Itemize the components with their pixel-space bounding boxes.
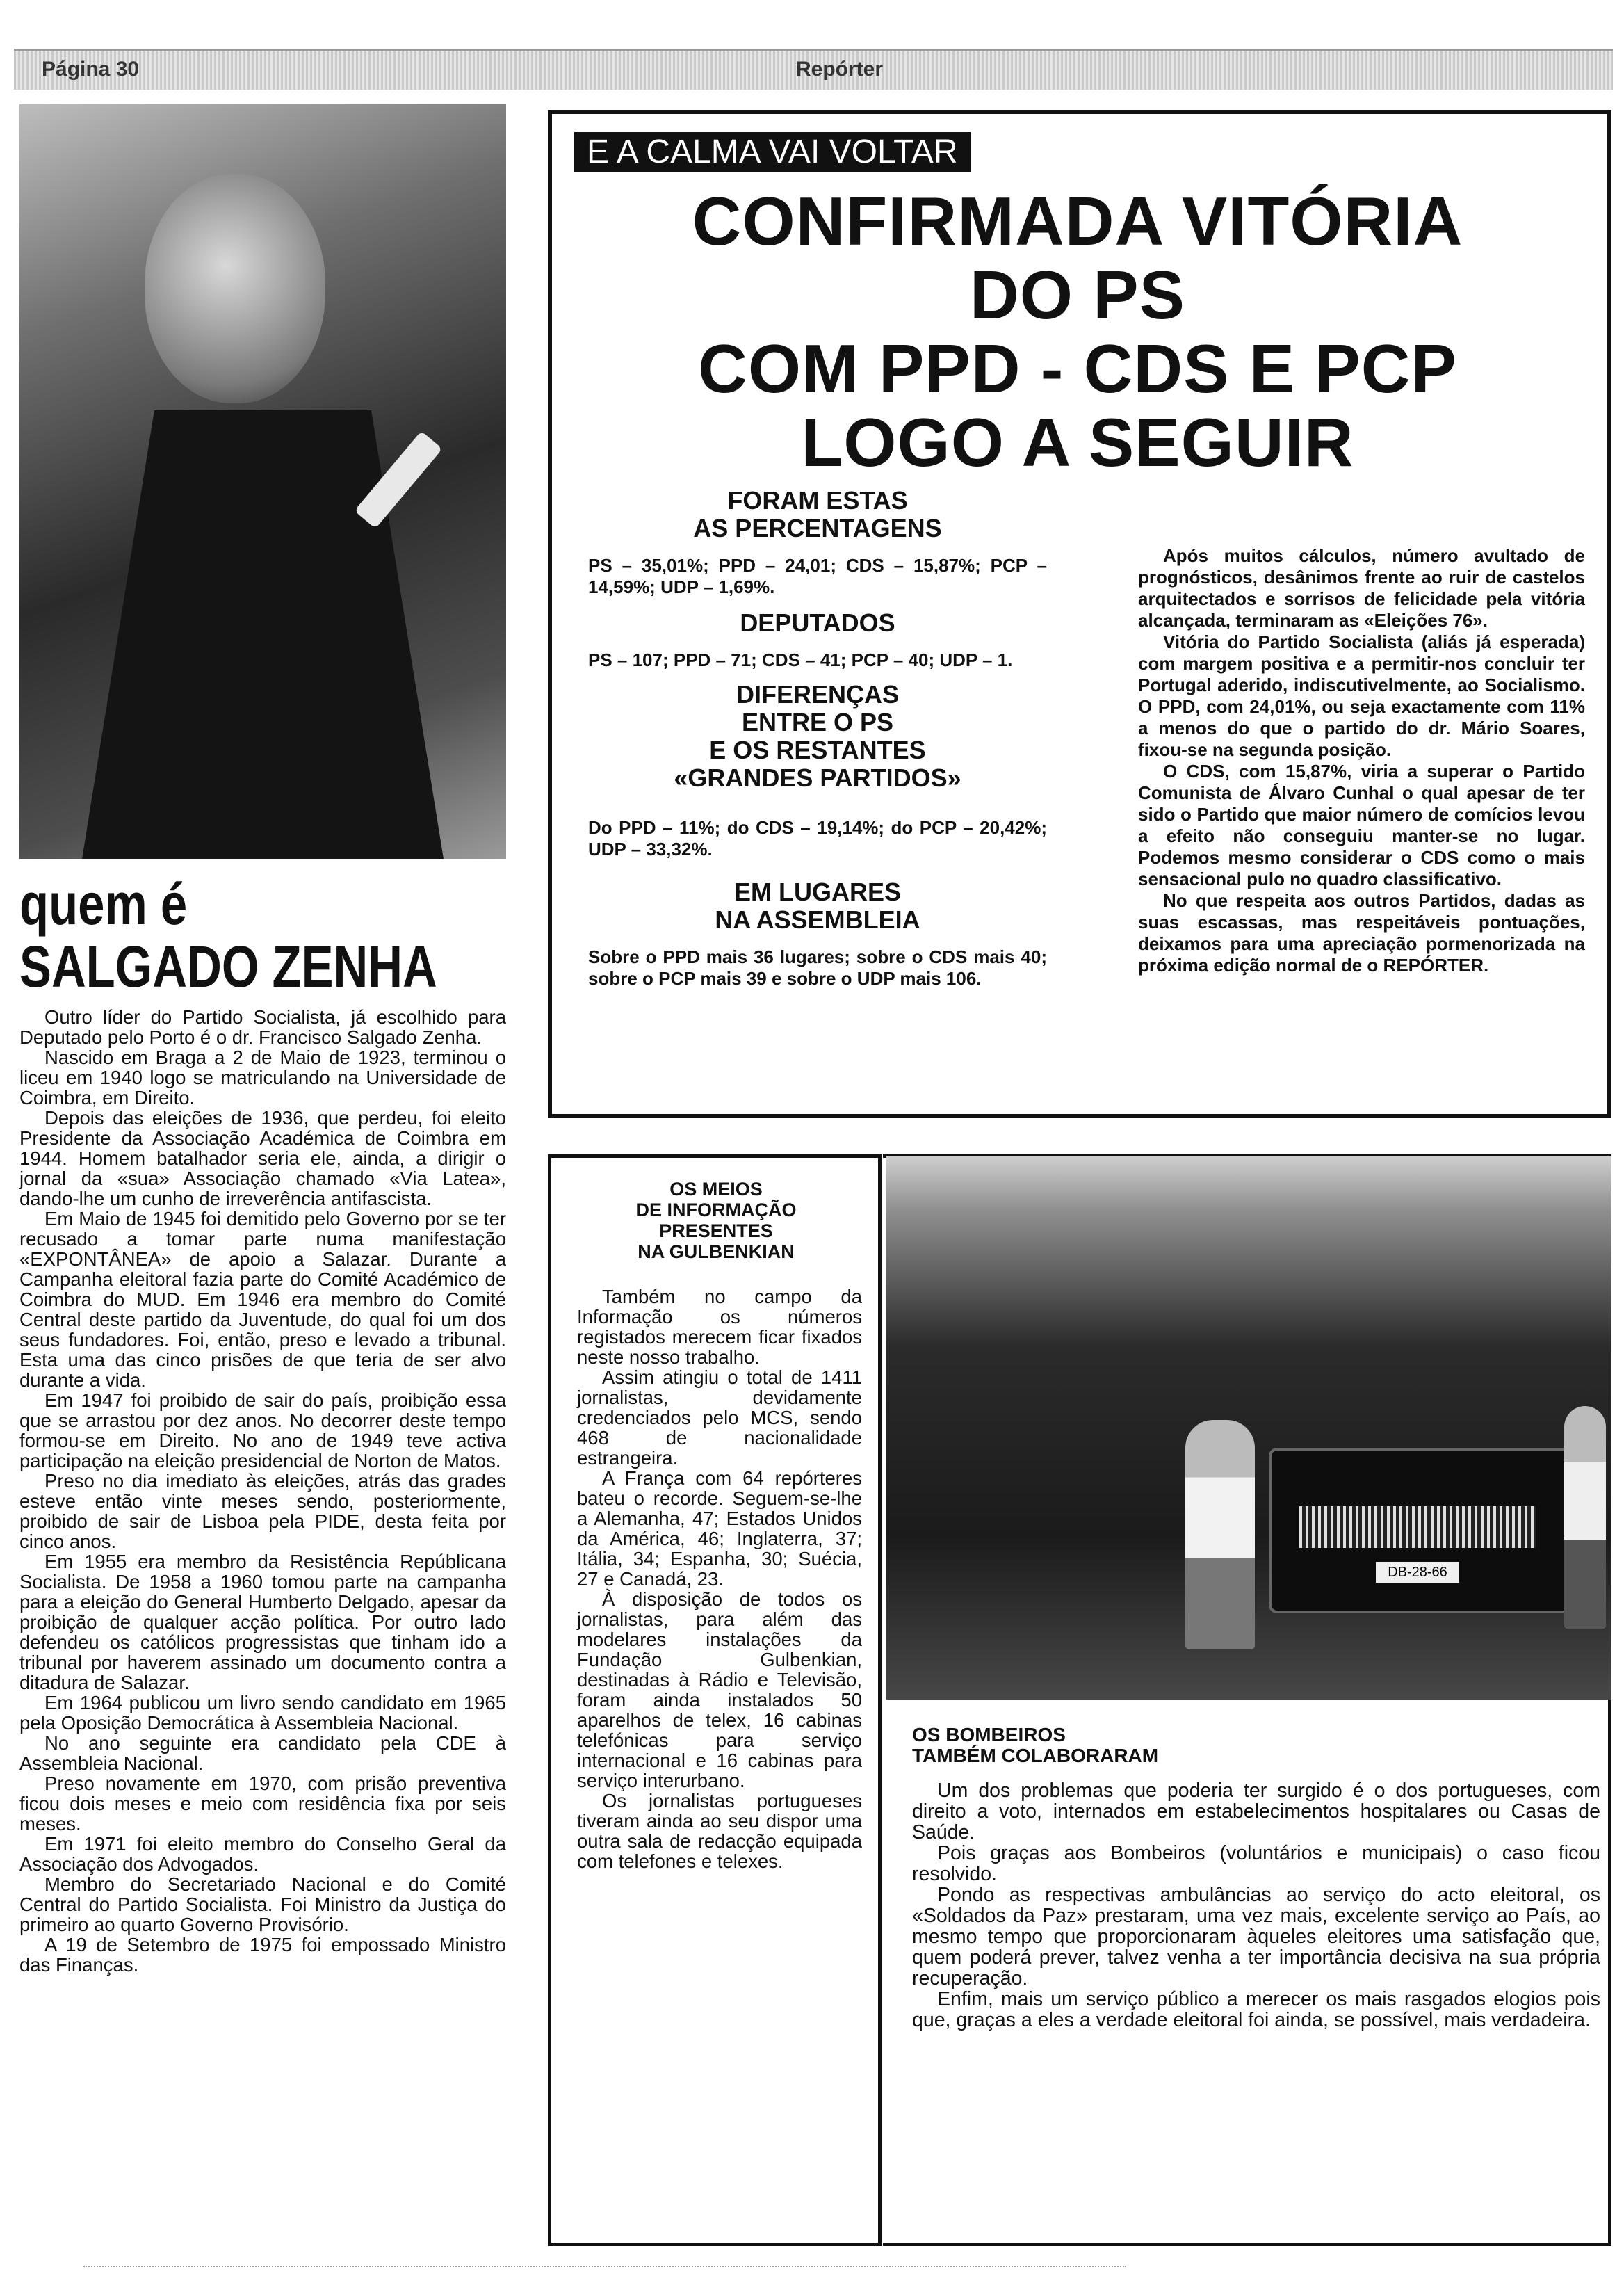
firefighters-paragraph: Pondo as respectivas ambulâncias ao serviço do acto eleitoral, os «Soldados da Paz» prestaram, uma vez mais, excelente serviço ao País, ao mesmo tempo que proporcionaram àqueles eleitores uma satisfação que, quem poderá prever, talvez venha a ter importância decisiva na sua própria recuperação. (912, 1884, 1600, 1990)
heading-line: FORAM ESTAS (727, 486, 908, 515)
kicker-banner: E A CALMA VAI VOLTAR (574, 132, 971, 172)
title-line: TAMBÉM COLABORARAM (912, 1745, 1159, 1766)
section-heading (588, 487, 1047, 542)
truck-grille (1299, 1506, 1536, 1548)
section-heading (588, 681, 1047, 792)
results-commentary (1138, 545, 1585, 976)
media-paragraph: Também no campo da Informação os números registados merecem ficar fixados neste nosso trabalho. (577, 1286, 862, 1368)
section-heading (588, 878, 1047, 934)
media-paragraph: Os jornalistas portugueses tiveram ainda ao seu dispor uma outra sala de redacção equipada com telefones e telexes. (577, 1790, 862, 1872)
media-box-title (570, 1179, 862, 1262)
commentary-paragraph: O CDS, com 15,87%, viria a superar o Partido Comunista de Álvaro Cunhal o qual apesar de ter sido o Partido que maior número de comícios levou a efeito não conseguiu manter-se no lugar. Podemos mesmo considerar o CDS como o mais sensacional pulo no quadro classificativo. (1138, 761, 1585, 889)
profile-paragraph: Preso no dia imediato às eleições, atrás das grades esteve então vinte meses sendo, posteriormente, proibido de sair de Lisboa pela PIDE, desta feita por cinco anos. (19, 1470, 506, 1552)
headline-line: COM PPD - CDS E PCP (698, 330, 1457, 407)
profile-paragraph: Em 1955 era membro da Resistência Repúblicana Socialista. De 1958 a 1960 tomou parte na campanha para a eleição do General Humberto Delgado, apesar da proibição de qualquer acção política. Por outro lado defendeu os católicos progressistas que tinham ido a tribunal por haverem assinado um documento contra a ditadura de Salazar. (19, 1551, 506, 1693)
portrait-face (145, 174, 325, 403)
heading-line: EM LUGARES (733, 878, 901, 906)
profile-paragraph: Membro do Secretariado Nacional e do Comité Central do Partido Socialista. Foi Ministro da Justiça do primeiro ao quarto Governo Provisório. (19, 1873, 506, 1935)
page-number: Página 30 (42, 58, 140, 81)
salgado-zenha-photo (19, 104, 506, 859)
profile-body (19, 1007, 506, 1975)
differences-text: Do PPD – 11%; do CDS – 19,14%; do PCP – 20,42%; UDP – 33,32%. (588, 817, 1047, 860)
headline-line: CONFIRMADA VITÓRIA (692, 183, 1463, 259)
heading-line: ENTRE O PS (741, 708, 894, 736)
main-headline (577, 184, 1578, 479)
profile-title-line-2: SALGADO ZENHA (19, 934, 437, 999)
percentages-text: PS – 35,01%; PPD – 24,01; CDS – 15,87%; PCP – 14,59%; UDP – 1,69%. (588, 555, 1047, 597)
media-paragraph: A França com 64 repórteres bateu o recorde. Seguem-se-lhe a Alemanha, 47; Estados Unidos da América, 46; Inglaterra, 37; Itália, 34; Espanha, 30; Suécia, 27 e Canadá, 23. (577, 1467, 862, 1590)
title-line: NA GULBENKIAN (638, 1241, 795, 1262)
footer-rule (83, 2266, 1126, 2267)
firefighters-body (912, 1780, 1600, 2031)
title-line: DE INFORMAÇÃO (635, 1200, 797, 1220)
fire-truck-photo (886, 1156, 1611, 1700)
title-line: PRESENTES (659, 1220, 773, 1241)
publication-name: Repórter (796, 58, 884, 81)
headline-line: LOGO A SEGUIR (801, 404, 1354, 481)
profile-paragraph: Em 1947 foi proibido de sair do país, proibição essa que se arrastou por dez anos. No decorrer deste tempo formou-se em Direito. No ano de 1949 teve activa participação na eleição presidencial de Norton de Matos. (19, 1389, 506, 1471)
profile-paragraph: Depois das eleições de 1936, que perdeu, foi eleito Presidente da Associação Académica de Coimbra em 1944. Homem batalhador seria ele, ainda, a dirigir o jornal da «sua» Associação chamado «Via Latea», dando-lhe um cunho de irreverência antifascista. (19, 1107, 506, 1209)
title-line: OS BOMBEIROS (912, 1724, 1066, 1745)
media-box-body (577, 1286, 862, 1871)
commentary-paragraph: Após muitos cálculos, número avultado de prognósticos, desânimos frente ao ruir de castelos arquitectados e sorrisos de felicidade pela vitória alcançada, terminaram as «Eleições 76». (1138, 545, 1585, 631)
section-heading (588, 609, 1047, 637)
profile-paragraph: Em Maio de 1945 foi demitido pelo Governo por se ter recusado a tomar parte numa manifestação «EXPONTÂNEA» de apoio a Salazar. Durante a Campanha eleitoral fazia parte do Comité Académico de Coimbra do MUD. Em 1946 era membro do Comité Central deste partido da Juventude, do qual foi um dos seus fundadores. Foi, então, preso e levado a tribunal. Esta uma das cinco prisões de que teria de ser alvo durante a vida. (19, 1208, 506, 1391)
page-header-strip (14, 49, 1613, 90)
profile-title-line-1: quem é (19, 871, 188, 937)
firefighters-paragraph: Pois graças aos Bombeiros (voluntários e municipais) o caso ficou resolvido. (912, 1842, 1600, 1885)
profile-paragraph: Em 1971 foi eleito membro do Conselho Geral da Associação dos Advogados. (19, 1833, 506, 1875)
media-paragraph: Assim atingiu o total de 1411 jornalistas, devidamente credenciados pelo MCS, sendo 468 de nacionalidade estrangeira. (577, 1366, 862, 1469)
firefighter-figure (1564, 1406, 1606, 1629)
heading-line: E OS RESTANTES (709, 736, 926, 764)
title-line: OS MEIOS (669, 1179, 763, 1200)
deputies-text: PS – 107; PPD – 71; CDS – 41; PCP – 40; UDP – 1. (588, 649, 1013, 670)
firefighters-paragraph: Enfim, mais um serviço público a merecer os mais rasgados elogios pois que, graças a eles a verdade eleitoral foi ainda, se possível, mais verdadeira. (912, 1988, 1600, 2031)
profile-paragraph: Outro líder do Partido Socialista, já escolhido para Deputado pelo Porto é o dr. Francisco Salgado Zenha. (19, 1006, 506, 1048)
results-summary (588, 487, 1047, 990)
firefighters-paragraph: Um dos problemas que poderia ter surgido é o dos portugueses, com direito a voto, internados em estabelecimentos hospitalares ou Casas de Saúde. (912, 1779, 1600, 1843)
profile-paragraph: No ano seguinte era candidato pela CDE à Assembleia Nacional. (19, 1732, 506, 1774)
headline-line: DO PS (970, 257, 1185, 333)
firefighters-title (912, 1725, 1329, 1766)
profile-paragraph: A 19 de Setembro de 1975 foi empossado Ministro das Finanças. (19, 1934, 506, 1976)
license-plate: DB-28-66 (1376, 1562, 1459, 1583)
heading-line: DIFERENÇAS (736, 680, 900, 709)
profile-paragraph: Preso novamente em 1970, com prisão preventiva ficou dois meses e meio com residência fixa por seis meses. (19, 1773, 506, 1834)
firefighter-figure (1185, 1420, 1255, 1649)
commentary-paragraph: No que respeita aos outros Partidos, dadas as suas escassas, mas respeitáveis pontuações, deixamos para uma apreciação pormenorizada na próxima edição normal de o REPÓRTER. (1138, 890, 1585, 976)
commentary-paragraph: Vitória do Partido Socialista (aliás já esperada) com margem positiva e a permitir-nos concluir ter Portugal aderido, indiscutivelmente, ao Socialismo. O PPD, com 24,01%, ou seja exactamente com 11% a menos do que o partido do dr. Mário Soares, fixou-se na segunda posição. (1138, 631, 1585, 760)
heading-line: AS PERCENTAGENS (693, 514, 942, 542)
profile-title (19, 871, 437, 999)
profile-paragraph: Em 1964 publicou um livro sendo candidato em 1965 pela Oposição Democrática à Assembleia Nacional. (19, 1692, 506, 1734)
heading-line: «GRANDES PARTIDOS» (674, 764, 961, 792)
seats-text: Sobre o PPD mais 36 lugares; sobre o CDS mais 40; sobre o PCP mais 39 e sobre o UDP mais 106. (588, 946, 1047, 989)
profile-paragraph: Nascido em Braga a 2 de Maio de 1923, terminou o liceu em 1940 logo se matriculando na Universidade de Coimbra, em Direito. (19, 1047, 506, 1108)
heading-line: NA ASSEMBLEIA (715, 905, 920, 934)
media-paragraph: À disposição de todos os jornalistas, para além das modelares instalações da Fundação Gulbenkian, destinadas à Rádio e Televisão, foram ainda instalados 50 aparelhos de telex, 16 cabinas telefónicas para serviço internacional e 16 cabinas para serviço interurbano. (577, 1588, 862, 1791)
fire-truck (1269, 1448, 1580, 1613)
heading-line: DEPUTADOS (740, 608, 895, 637)
